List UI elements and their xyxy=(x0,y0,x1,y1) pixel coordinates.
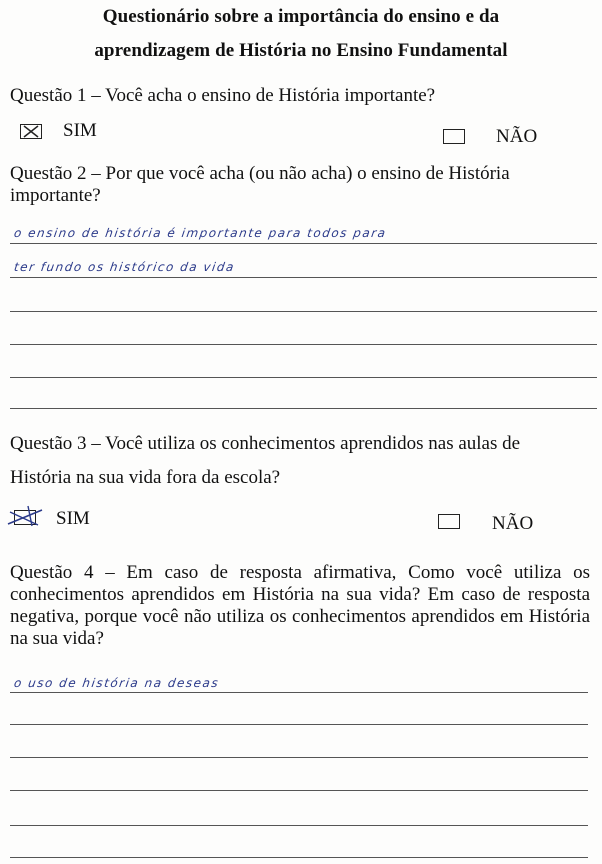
form-title-line-2: aprendizagem de História no Ensino Fundamental xyxy=(94,40,508,61)
q2-answer-rule xyxy=(10,243,597,244)
q2-answer-rule xyxy=(10,311,597,312)
question-2-text: Questão 2 – Por que você acha (ou não acha) o ensino de História importante? xyxy=(10,163,510,206)
q4-answer-rule xyxy=(10,790,588,791)
question-3-line-1: Questão 3 – Você utiliza os conhecimentos aprendidos nas aulas de xyxy=(10,433,521,454)
q4-answer-rule xyxy=(10,692,588,693)
form-title-line-1: Questionário sobre a importância do ensino e da xyxy=(102,6,500,27)
q4-answer-rule xyxy=(10,724,588,725)
q2-answer-line-2: ter fundo os histórico da vida xyxy=(13,260,236,274)
q3-yes-check-mark xyxy=(6,504,46,528)
q1-yes-check-mark xyxy=(20,124,42,139)
q1-no-checkbox[interactable] xyxy=(443,129,465,144)
q2-answer-line-1: o ensino de história é importante para todos para xyxy=(13,226,388,240)
question-1-text: Questão 1 – Você acha o ensino de História importante? xyxy=(10,85,436,106)
q2-answer-rule xyxy=(10,377,597,378)
q3-no-checkbox[interactable] xyxy=(438,514,460,529)
q3-no-label: NÃO xyxy=(492,513,534,534)
q4-answer-rule xyxy=(10,857,588,858)
q2-answer-rule xyxy=(10,277,597,278)
question-4-text: Questão 4 – Em caso de resposta afirmativa, Como você utiliza os conhecimentos aprendidos em História na sua vida? Em caso de resposta negativa, porque você não utiliza os conhecimentos aprendidos em História na sua vida? xyxy=(10,562,590,649)
q4-answer-rule xyxy=(10,825,588,826)
question-3-line-2: História na sua vida fora da escola? xyxy=(10,467,281,488)
q1-no-label: NÃO xyxy=(496,126,538,147)
q4-answer-rule xyxy=(10,757,588,758)
q1-yes-label: SIM xyxy=(63,120,97,141)
q3-yes-label: SIM xyxy=(56,508,90,529)
q4-answer-line-1: o uso de história na deseas xyxy=(13,676,221,690)
q2-answer-rule xyxy=(10,408,597,409)
q2-answer-rule xyxy=(10,344,597,345)
